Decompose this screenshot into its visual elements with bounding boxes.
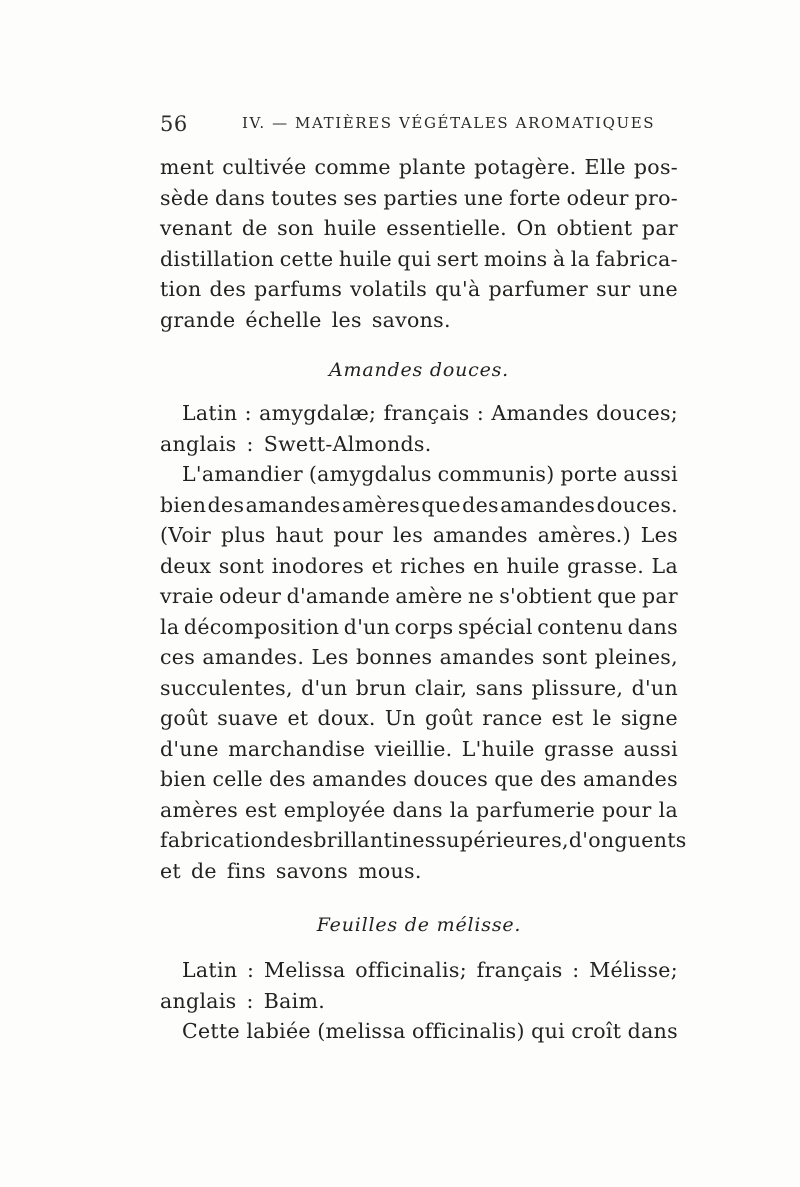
word: odeur xyxy=(219,584,282,608)
word: labiée xyxy=(246,1019,311,1043)
word: vraie xyxy=(160,584,214,608)
word: sont xyxy=(541,645,588,669)
word: sède xyxy=(160,185,210,210)
word: parfumerie xyxy=(476,797,596,822)
word: huile xyxy=(323,216,377,240)
word: la xyxy=(449,797,470,822)
word: potagère. xyxy=(474,155,577,179)
word: par xyxy=(641,584,678,608)
text-line xyxy=(160,1016,678,1047)
word: par xyxy=(641,216,678,240)
word: en xyxy=(473,553,499,578)
text-line xyxy=(160,244,678,275)
running-title: IV. — MATIÈRES VÉGÉTALES AROMATIQUES xyxy=(242,114,656,132)
word: dans xyxy=(214,185,266,210)
text-line xyxy=(160,551,678,582)
word: ses xyxy=(343,185,378,210)
word: dans xyxy=(627,1019,678,1043)
word: (melissa xyxy=(317,1019,406,1043)
word: suave xyxy=(217,706,279,730)
word: inodores xyxy=(271,553,365,578)
text-line xyxy=(160,490,678,521)
word: doux. xyxy=(317,706,376,730)
word: celle xyxy=(212,767,263,791)
word: amère xyxy=(395,584,463,608)
text-line xyxy=(160,764,678,795)
word: anglais xyxy=(160,988,237,1013)
word: pour xyxy=(601,797,652,822)
word: vieillie. xyxy=(374,736,453,761)
text-line xyxy=(160,856,678,887)
word: moins xyxy=(483,246,548,271)
word: fins xyxy=(226,858,266,883)
word: est xyxy=(244,797,277,822)
word: : xyxy=(572,958,580,982)
word: Elle xyxy=(584,155,626,179)
word: goût xyxy=(425,706,474,730)
word: toutes xyxy=(271,185,338,210)
word: ment xyxy=(160,155,215,179)
word: sur xyxy=(596,277,631,301)
word: d'un xyxy=(631,675,678,700)
text-line xyxy=(160,274,678,305)
word: amandes xyxy=(439,645,535,669)
word: Baim. xyxy=(263,988,326,1013)
text-line xyxy=(160,429,678,460)
text-line xyxy=(160,612,678,643)
text-line xyxy=(160,152,678,183)
word: spécial xyxy=(457,614,533,639)
word: officinalis) xyxy=(411,1019,525,1043)
word: amandes xyxy=(245,492,341,517)
word: dans xyxy=(627,614,678,639)
word: sont xyxy=(218,553,265,578)
text-line xyxy=(160,642,678,673)
section-body-amandes-douces xyxy=(160,398,687,886)
section-heading-feuilles-de-melisse: Feuilles de mélisse. xyxy=(316,914,522,936)
word: L'huile xyxy=(461,736,535,761)
word: amères xyxy=(342,492,421,517)
word: : xyxy=(246,431,254,456)
word: pour xyxy=(333,523,384,547)
word: : xyxy=(476,401,485,425)
page-header xyxy=(160,112,680,142)
word: fabrication xyxy=(160,828,277,852)
word: les xyxy=(392,523,424,547)
word: clair, xyxy=(414,675,468,700)
page-number: 56 xyxy=(160,112,188,136)
word: parfums xyxy=(254,277,343,301)
word: des xyxy=(276,828,314,852)
word: ne xyxy=(467,584,494,608)
word: des xyxy=(207,492,245,517)
text-line xyxy=(160,213,678,244)
word: Melissa xyxy=(263,958,346,982)
word: que xyxy=(494,767,534,791)
text-line xyxy=(160,955,678,986)
word: marchandise xyxy=(228,736,366,761)
word: sans xyxy=(475,675,524,700)
word: la xyxy=(658,797,678,822)
word: Latin xyxy=(182,958,238,982)
word: échelle xyxy=(245,307,322,332)
word: plante xyxy=(398,155,467,179)
word: On xyxy=(516,216,548,240)
word: pro- xyxy=(634,185,678,210)
word: bien xyxy=(160,767,207,791)
word: mous. xyxy=(358,858,422,883)
word: cette xyxy=(279,246,334,271)
word: savons. xyxy=(371,307,451,332)
word: rance xyxy=(482,706,543,730)
word: des xyxy=(462,492,499,517)
word: parties xyxy=(383,185,459,210)
word: et xyxy=(371,553,393,578)
word: une xyxy=(463,185,504,210)
word: anglais xyxy=(160,431,237,456)
word: plissure, xyxy=(531,675,624,700)
word: que xyxy=(597,584,637,608)
word: contenu xyxy=(537,614,624,639)
word: qui xyxy=(397,246,432,271)
word: douces; xyxy=(596,401,678,425)
word: succulentes, xyxy=(160,675,293,700)
word: porte xyxy=(560,462,618,486)
word: est xyxy=(551,706,584,730)
word: d'un xyxy=(343,614,391,639)
word: goût xyxy=(160,706,209,730)
word: de xyxy=(190,858,217,883)
word: grande xyxy=(160,307,236,332)
word: sert xyxy=(436,246,479,271)
word: Un xyxy=(384,706,416,730)
word: amandes xyxy=(582,767,678,791)
word: comme xyxy=(314,155,391,179)
word: odeur xyxy=(566,185,629,210)
word: Cette xyxy=(182,1019,240,1043)
word: communis) xyxy=(437,462,555,486)
word: d'onguents xyxy=(568,828,687,852)
word: amères xyxy=(160,797,239,822)
word: (Voir xyxy=(160,523,212,547)
text-line xyxy=(160,459,678,490)
word: forte xyxy=(509,185,561,210)
word: aussi xyxy=(623,462,678,486)
word: employée xyxy=(283,797,386,822)
word: douces xyxy=(413,767,489,791)
word: d'une xyxy=(160,736,219,761)
word: français xyxy=(476,958,563,982)
text-line xyxy=(160,734,678,765)
word: amygdalæ; xyxy=(259,401,377,425)
word: de xyxy=(241,216,268,240)
word: grasse. xyxy=(567,553,645,578)
word: Amandes xyxy=(491,401,589,425)
word: : xyxy=(247,958,255,982)
text-line xyxy=(160,520,678,551)
word: obtient xyxy=(556,216,633,240)
word: d'un xyxy=(301,675,348,700)
word: huile xyxy=(338,246,392,271)
paragraph-continuation xyxy=(160,152,678,335)
word: parfumer xyxy=(488,277,589,301)
word: dans xyxy=(392,797,443,822)
word: pos- xyxy=(633,155,678,179)
word: douces. xyxy=(596,492,678,517)
word: officinalis; xyxy=(355,958,467,982)
word: qui xyxy=(531,1019,565,1043)
word: fabrica- xyxy=(595,246,678,271)
word: bonnes xyxy=(355,645,433,669)
section-body-feuilles-de-melisse xyxy=(160,955,678,1047)
word: grasse xyxy=(544,736,615,761)
word: et xyxy=(287,706,309,730)
word: croît xyxy=(571,1019,622,1043)
word: des xyxy=(269,767,306,791)
word: Latin xyxy=(182,401,238,425)
word: plus xyxy=(220,523,266,547)
text-line xyxy=(160,825,687,856)
word: des xyxy=(539,767,577,791)
word: amandes xyxy=(432,523,528,547)
word: essentielle. xyxy=(386,216,507,240)
word: et xyxy=(160,858,181,883)
word: Les xyxy=(640,523,678,547)
word: brillantines xyxy=(313,828,436,852)
word: Mélisse; xyxy=(589,958,678,982)
word: venant xyxy=(160,216,233,240)
word: s'obtient xyxy=(499,584,592,608)
word: distillation xyxy=(160,246,275,271)
word: les xyxy=(331,307,362,332)
word: la xyxy=(570,246,591,271)
text-line xyxy=(160,703,678,734)
word: deux xyxy=(160,553,212,578)
word: amandes. xyxy=(202,645,305,669)
word: des xyxy=(209,277,247,301)
word: décomposition xyxy=(183,614,340,639)
word: savons xyxy=(275,858,349,883)
word: brun xyxy=(355,675,407,700)
word: à xyxy=(552,246,566,271)
text-line xyxy=(160,795,678,826)
text-line xyxy=(160,398,678,429)
word: une xyxy=(638,277,678,301)
word: qu'à xyxy=(435,277,481,301)
text-line xyxy=(160,986,678,1017)
word: aussi xyxy=(623,736,678,761)
word: pleines, xyxy=(594,645,678,669)
word: tion xyxy=(160,277,202,301)
word: amandes xyxy=(500,492,596,517)
word: français xyxy=(383,401,470,425)
word: signe xyxy=(620,706,678,730)
word: ces xyxy=(160,645,196,669)
word: haut xyxy=(275,523,324,547)
word: volatils xyxy=(350,277,428,301)
word: amandes xyxy=(312,767,408,791)
word: le xyxy=(592,706,612,730)
section-heading-amandes-douces: Amandes douces. xyxy=(328,359,509,381)
word: Swett-Almonds. xyxy=(263,431,432,456)
text-line xyxy=(160,183,678,214)
word: cultivée xyxy=(222,155,307,179)
text-line xyxy=(160,581,678,612)
text-line xyxy=(160,673,678,704)
word: Les xyxy=(311,645,349,669)
word: : xyxy=(246,988,254,1013)
word: supérieures, xyxy=(435,828,569,852)
word: que xyxy=(421,492,461,517)
word: son xyxy=(277,216,315,240)
word: huile xyxy=(506,553,560,578)
word: la xyxy=(160,614,180,639)
word: bien xyxy=(160,492,207,517)
word: L'amandier xyxy=(182,462,303,486)
word: corps xyxy=(394,614,454,639)
word: La xyxy=(651,553,678,578)
word: d'amande xyxy=(286,584,391,608)
word: riches xyxy=(400,553,466,578)
text-line xyxy=(160,305,678,336)
word: : xyxy=(244,401,252,425)
word: amères.) xyxy=(537,523,631,547)
word: (amygdalus xyxy=(308,462,432,486)
